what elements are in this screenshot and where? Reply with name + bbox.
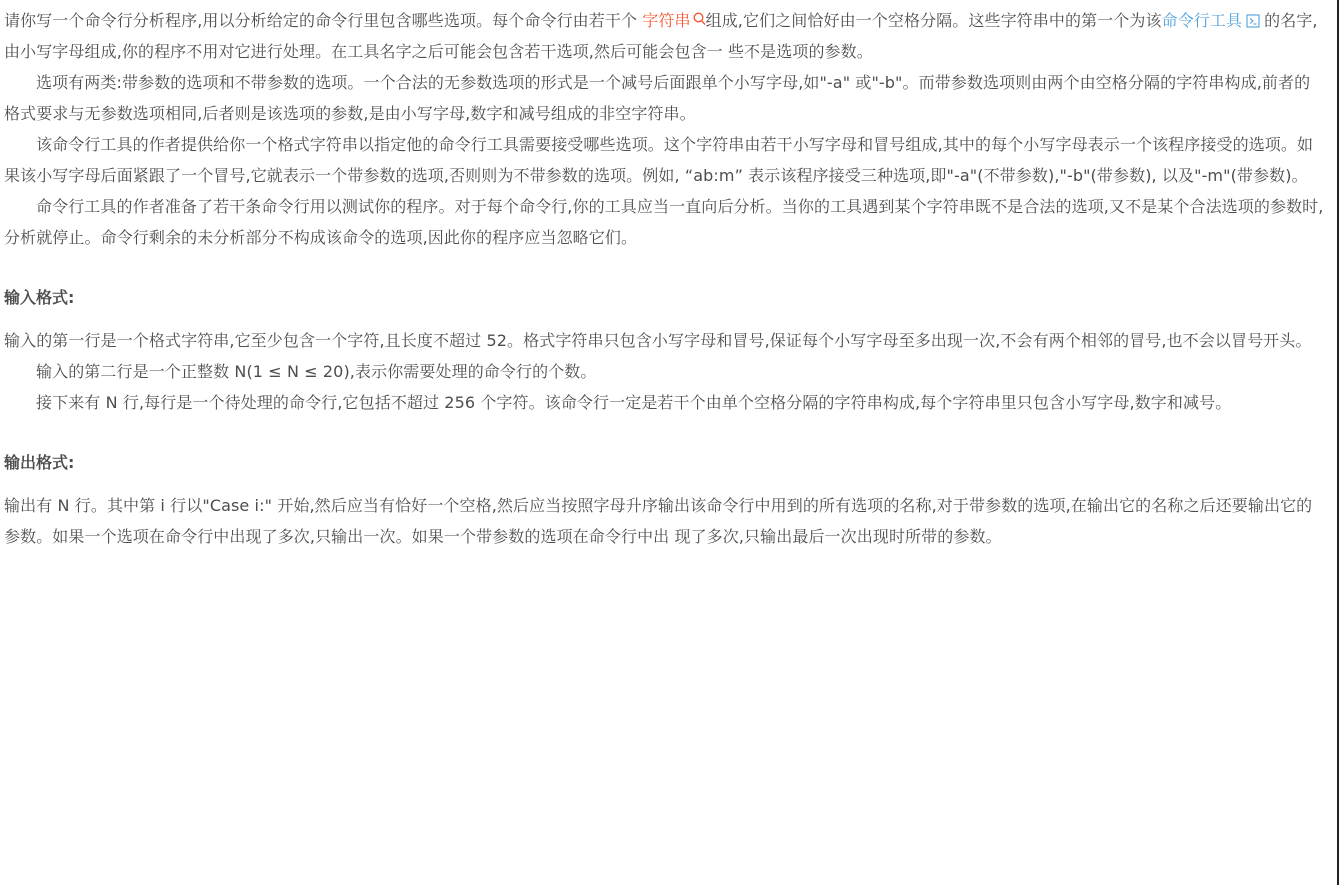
string-keyword-link[interactable] — [642, 11, 705, 30]
cli-tool-label: 命令行工具 — [1161, 11, 1243, 30]
intro-paragraph-4: 命令行工具的作者准备了若干条命令行用以测试你的程序。对于每个命令行,你的工具应当一直向后分析。当你的工具遇到某个字符串既不是合法的选项,又不是某个合法选项的参数时,分析就停止。命令行剩余的未分析部分不构成该命令的选项,因此你的程序应当忽略它们。 — [4, 197, 1324, 247]
search-icon — [693, 12, 706, 26]
external-link-icon — [1246, 14, 1260, 28]
intro-text-a: 请你写一个命令行分析程序,用以分析给定的命令行里包含哪些选项。每个命令行由若干个 — [4, 11, 643, 30]
input-format-heading: 输入格式: — [4, 288, 75, 307]
output-paragraph-1: 输出有 N 行。其中第 i 行以"Case i:" 开始,然后应当有恰好一个空格,然后应当按照字母升序输出该命令行中用到的所有选项的名称,对于带参数的选项,在输出它的名称之后还要输出它的参数。如果一个选项在命令行中出现了多次,只输出一次。如果一个带参数的选项在命令行中出 现了多次,只输出最后一次出现时所带的参数。 — [4, 496, 1313, 546]
intro-paragraph-2: 选项有两类:带参数的选项和不带参数的选项。一个合法的无参数选项的形式是一个减号后面跟单个小写字母,如"-a" 或"-b"。而带参数选项则由两个由空格分隔的字符串构成,前者的格式要求与无参数选项相同,后者则是该选项的参数,是由小写字母,数字和减号组成的非空字符串。 — [4, 73, 1311, 123]
article-content — [4, 0, 1324, 552]
string-keyword-label: 字符串 — [642, 11, 691, 30]
intro-paragraph-3: 该命令行工具的作者提供给你一个格式字符串以指定他的命令行工具需要接受哪些选项。这个字符串由若干小写字母和冒号组成,其中的每个小写字母表示一个该程序接受的选项。如果该小写字母后面紧跟了一个冒号,它就表示一个带参数的选项,否则则为不带参数的选项。例如, “ab:m” 表示该程序接受三种选项,即"-a"(不带参数),"-b"(带参数), 以及"-m"(带参数)。 — [4, 135, 1314, 185]
intro-text-b: 组成,它们之间恰好由一个空格分隔。这些字符串中的第一个为该 — [705, 11, 1162, 30]
intro-text-c: 的名字,由小写字母组成,你的程序不用对它进行处理。在工具名字之后可能会包含若干选项,然后可能会包含一 些不是选项的参数。 — [4, 11, 1318, 61]
output-format-heading: 输出格式: — [4, 453, 75, 472]
input-paragraph-1: 输入的第一行是一个格式字符串,它至少包含一个字符,且长度不超过 52。格式字符串只包含小写字母和冒号,保证每个小写字母至多出现一次,不会有两个相邻的冒号,也不会以冒号开头。 — [4, 331, 1312, 350]
intro-paragraph-1 — [4, 5, 1324, 67]
input-paragraph-3: 接下来有 N 行,每行是一个待处理的命令行,它包括不超过 256 个字符。该命令行一定是若干个由单个空格分隔的字符串构成,每个字符串里只包含小写字母,数字和减号。 — [36, 393, 1232, 412]
cli-tool-link[interactable] — [1162, 11, 1265, 30]
input-paragraph-2: 输入的第二行是一个正整数 N(1 ≤ N ≤ 20),表示你需要处理的命令行的个数。 — [36, 362, 597, 381]
